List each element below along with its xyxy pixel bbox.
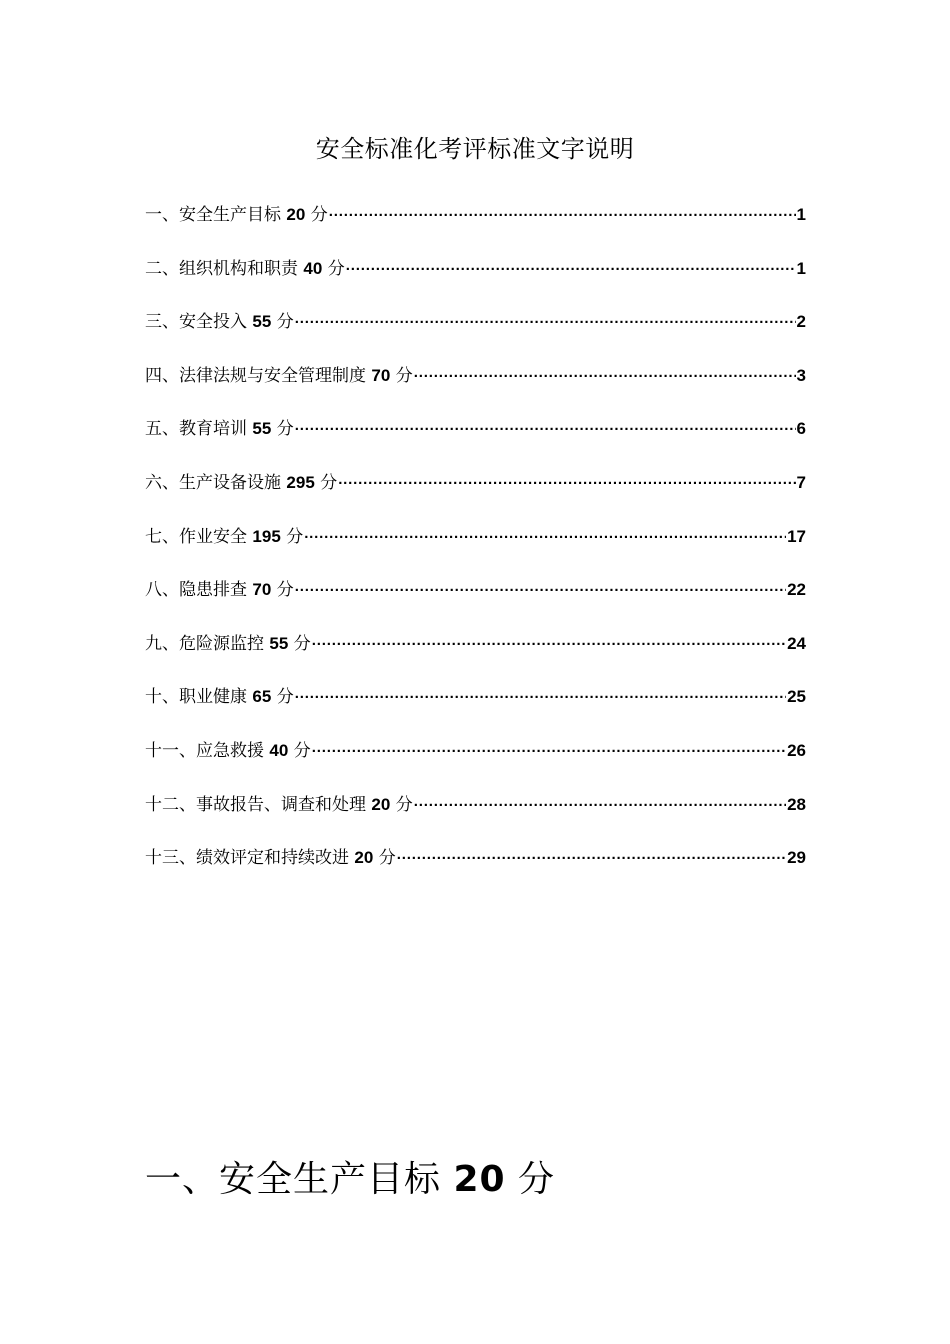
toc-dot-leader: [295, 684, 786, 712]
toc-entry-score: 20: [371, 794, 391, 814]
toc-entry-score: 295: [286, 472, 315, 492]
toc-entry-unit: 分: [378, 848, 396, 869]
toc-entry[interactable]: [145, 630, 806, 684]
toc-entry-page: 2: [796, 312, 806, 332]
toc-entry-unit: 分: [276, 312, 294, 333]
toc-entry-score: 40: [269, 740, 289, 760]
toc-entry-page: 26: [787, 740, 806, 760]
toc-entry-text: [145, 362, 413, 390]
toc-entry-page: 24: [787, 633, 806, 653]
toc-entry-unit: 分: [327, 258, 345, 279]
toc-entry-label: 七、作业安全: [145, 526, 247, 547]
toc-entry-text: [145, 201, 328, 229]
toc-entry[interactable]: [145, 576, 806, 630]
section-heading: [145, 1155, 555, 1205]
toc-dot-leader: [295, 577, 786, 605]
toc-entry-label: 五、教育培训: [145, 419, 247, 440]
toc-entry-text: [145, 576, 294, 604]
toc-entry-score: 20: [354, 848, 374, 868]
toc-entry-unit: 分: [320, 472, 338, 493]
toc-entry-label: 六、生产设备设施: [145, 472, 281, 493]
toc-dot-leader: [295, 309, 796, 337]
toc-dot-leader: [414, 363, 796, 391]
toc-entry-label: 三、安全投入: [145, 312, 247, 333]
toc-entry[interactable]: [145, 255, 806, 309]
toc-entry-page: 28: [787, 794, 806, 814]
toc-entry-page: 6: [796, 419, 806, 439]
toc-entry-unit: 分: [395, 794, 413, 815]
toc-entry-score: 40: [303, 258, 323, 278]
section-heading-label: 一、安全生产目标: [145, 1159, 442, 1200]
toc-entry-label: 八、隐患排查: [145, 580, 247, 601]
toc-entry-page: 1: [796, 205, 806, 224]
toc-entry-label: 二、组织机构和职责: [145, 258, 298, 279]
toc-entry-text: [145, 683, 294, 711]
toc-dot-leader: [414, 792, 786, 820]
toc-entry-text: [145, 844, 396, 872]
toc-entry[interactable]: [145, 415, 806, 469]
section-heading-score: 20: [453, 1159, 506, 1200]
toc-dot-leader: [304, 524, 786, 552]
toc-entry-score: 55: [269, 633, 289, 653]
toc-entry-score: 195: [252, 526, 281, 546]
toc-entry-unit: 分: [276, 419, 294, 440]
toc-entry-label: 十二、事故报告、调查和处理: [145, 794, 366, 815]
toc-entry[interactable]: [145, 469, 806, 523]
toc-entry[interactable]: [145, 308, 806, 362]
toc-entry[interactable]: [145, 362, 806, 416]
toc-entry-label: 四、法律法规与安全管理制度: [145, 365, 366, 386]
toc-entry-label: 十三、绩效评定和持续改进: [145, 848, 349, 869]
toc-entry-text: [145, 255, 345, 283]
toc-entry-score: 70: [252, 580, 272, 600]
toc-entry-page: 1: [796, 258, 806, 278]
toc-entry-unit: 分: [276, 687, 294, 708]
toc-entry-text: [145, 791, 413, 819]
toc-entry[interactable]: [145, 791, 806, 845]
toc-entry[interactable]: [145, 844, 806, 898]
toc-entry-unit: 分: [293, 740, 311, 761]
toc-entry-score: 20: [286, 205, 306, 224]
toc-dot-leader: [346, 256, 796, 284]
toc-entry-text: [145, 415, 294, 443]
toc-entry-unit: 分: [286, 526, 304, 547]
toc-entry[interactable]: [145, 683, 806, 737]
toc-entry-text: [145, 523, 303, 551]
toc-entry-score: 55: [252, 312, 272, 332]
toc-entry-page: 3: [796, 365, 806, 385]
toc-entry-label: 十、职业健康: [145, 687, 247, 708]
toc-entry-label: 一、安全生产目标: [145, 205, 281, 225]
table-of-contents: [145, 201, 806, 898]
section-heading-unit: 分: [518, 1159, 556, 1200]
toc-entry-score: 70: [371, 365, 391, 385]
toc-dot-leader: [295, 416, 796, 444]
toc-entry-unit: 分: [395, 365, 413, 386]
toc-entry-score: 65: [252, 687, 272, 707]
toc-entry-text: [145, 469, 337, 497]
toc-entry-text: [145, 308, 294, 336]
toc-entry-text: [145, 737, 311, 765]
toc-entry[interactable]: [145, 737, 806, 791]
toc-dot-leader: [312, 631, 786, 659]
toc-entry-score: 55: [252, 419, 272, 439]
toc-dot-leader: [312, 738, 786, 766]
toc-entry-label: 十一、应急救援: [145, 740, 264, 761]
toc-entry-unit: 分: [293, 633, 311, 654]
toc-entry-page: 22: [787, 580, 806, 600]
toc-entry-label: 九、危险源监控: [145, 633, 264, 654]
toc-dot-leader: [397, 845, 786, 873]
toc-entry-page: 7: [796, 472, 806, 492]
document-title: 安全标准化考评标准文字说明: [315, 135, 635, 163]
toc-entry-unit: 分: [310, 205, 328, 225]
toc-entry-page: 25: [787, 687, 806, 707]
toc-entry-unit: 分: [276, 580, 294, 601]
toc-dot-leader: [338, 470, 795, 498]
toc-entry-page: 17: [787, 526, 806, 546]
toc-entry-page: 29: [787, 848, 806, 868]
toc-dot-leader: [329, 202, 796, 230]
toc-entry[interactable]: [145, 201, 806, 255]
toc-entry-text: [145, 630, 311, 658]
toc-entry[interactable]: [145, 523, 806, 577]
